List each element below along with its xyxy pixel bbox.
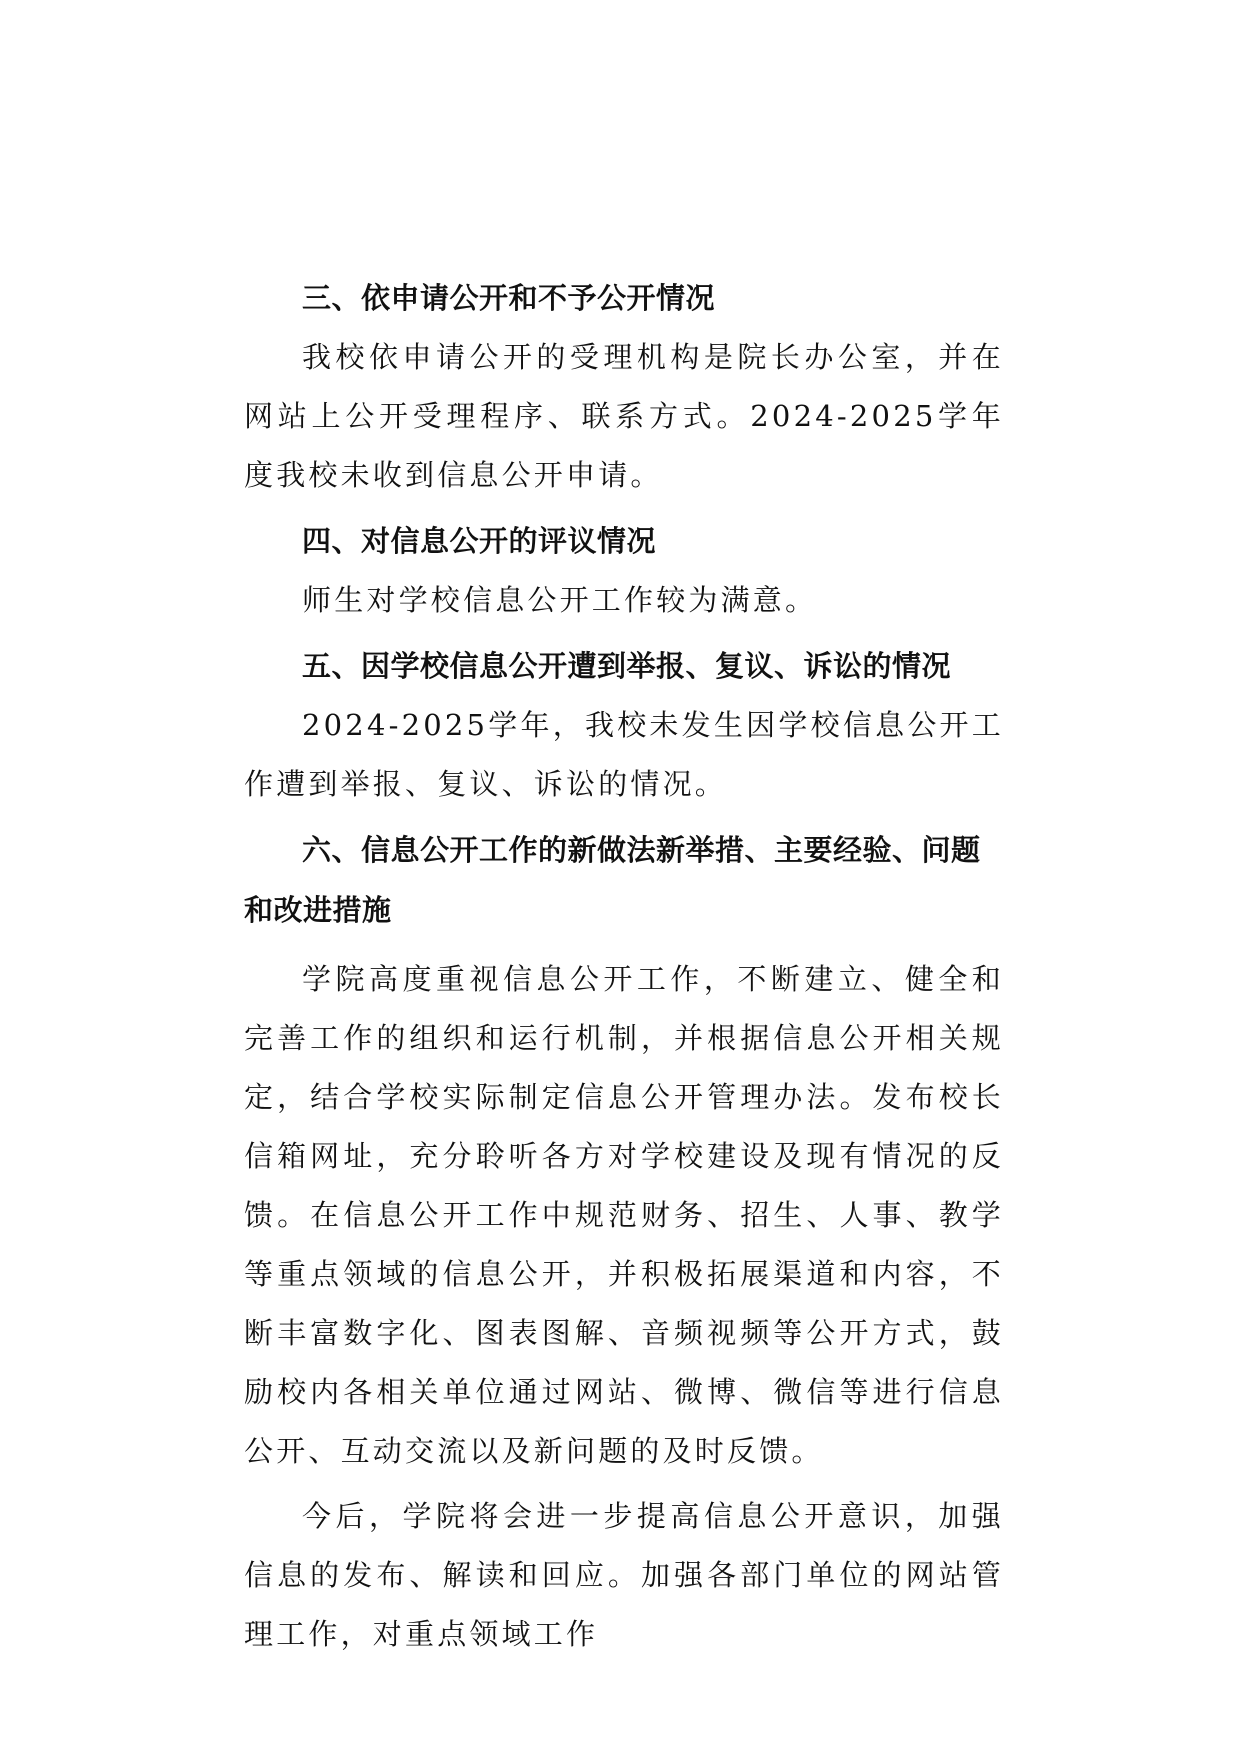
section-5-paragraph: 2024-2025学年，我校未发生因学校信息公开工作遭到举报、复议、诉讼的情况。 — [244, 708, 1004, 801]
document-body — [244, 268, 1004, 1664]
section-6-paragraph-1: 学院高度重视信息公开工作，不断建立、健全和完善工作的组织和运行机制，并根据信息公开相关规定，结合学校实际制定信息公开管理办法。发布校长信箱网址，充分聆听各方对学校建设及现有情况的反馈。在信息公开工作中规范财务、招生、人事、教学等重点领域的信息公开，并积极拓展渠道和内容，不断丰富数字化、图表图解、音频视频等公开方式，鼓励校内各相关单位通过网站、微博、微信等进行信息公开、互动交流以及新问题的及时反馈。 — [244, 962, 1004, 1468]
section-heading-6: 六、信息公开工作的新做法新举措、主要经验、问题和改进措施 — [244, 833, 981, 927]
section-heading-3: 三、依申请公开和不予公开情况 — [302, 281, 716, 315]
section-4-paragraph: 师生对学校信息公开工作较为满意。 — [302, 583, 818, 617]
section-6-paragraph-2: 今后，学院将会进一步提高信息公开意识，加强信息的发布、解读和回应。加强各部门单位的网站管理工作，对重点领域工作 — [244, 1499, 1004, 1651]
section-heading-5: 五、因学校信息公开遭到举报、复议、诉讼的情况 — [302, 649, 952, 683]
spacer — [244, 940, 1004, 950]
section-3-paragraph: 我校依申请公开的受理机构是院长办公室，并在网站上公开受理程序、联系方式。2024-2025学年度我校未收到信息公开申请。 — [244, 340, 1004, 492]
section-heading-4: 四、对信息公开的评议情况 — [302, 524, 657, 558]
